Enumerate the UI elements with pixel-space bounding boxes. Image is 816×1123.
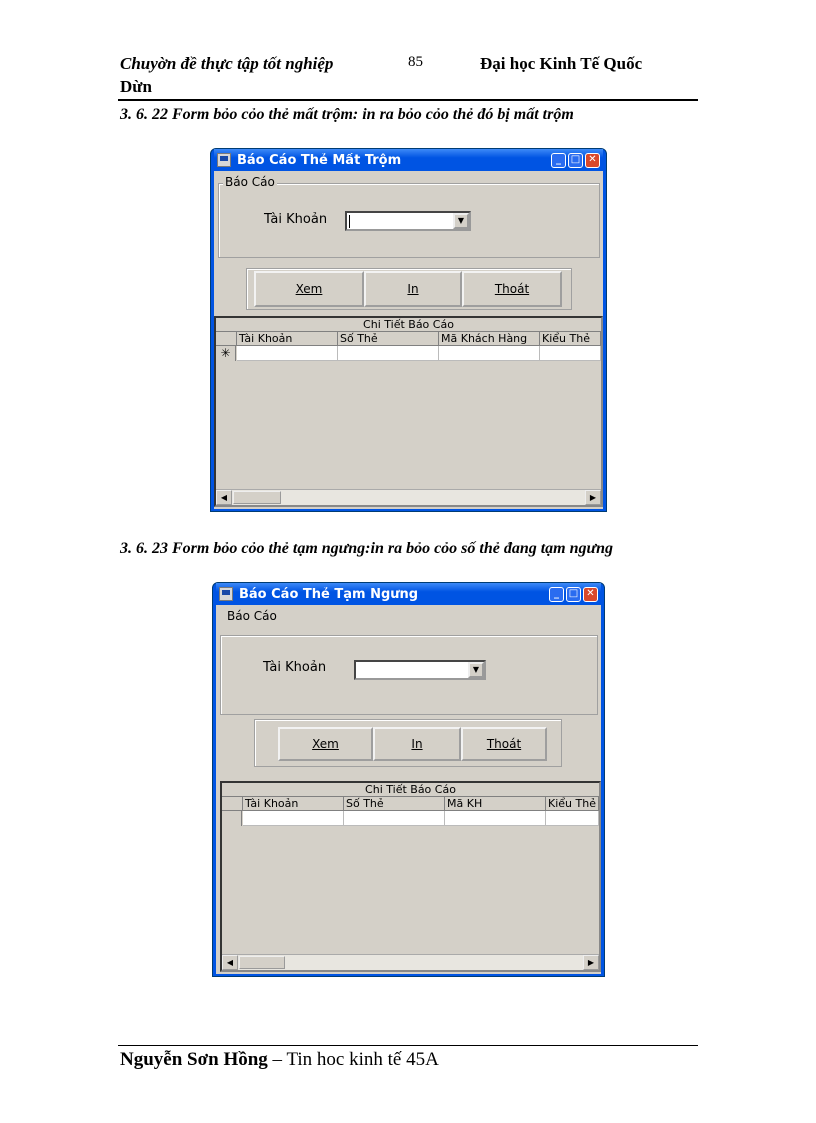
title-bar [216,583,601,605]
maximize-icon[interactable]: □ [568,153,583,168]
scroll-thumb[interactable] [233,491,281,504]
col-header-card-type[interactable]: Kiểu Thẻ [540,332,601,346]
report-detail-grid[interactable] [214,316,603,507]
footer-rule [118,1045,698,1046]
account-combo[interactable] [345,211,471,231]
account-combo[interactable] [354,660,486,680]
table-cell[interactable] [439,346,540,361]
table-cell[interactable] [540,346,601,361]
report-detail-grid[interactable] [220,781,601,972]
scroll-right-icon[interactable]: ▶ [585,490,601,505]
close-icon[interactable]: ✕ [585,153,600,168]
minimize-icon[interactable]: _ [551,153,566,168]
header-right: Đại học Kinh Tế Quốc [480,54,643,73]
print-button[interactable]: In [364,271,462,307]
form-client-area [216,605,601,974]
view-button[interactable]: Xem [278,727,373,761]
window-lost-card-report [210,148,607,512]
exit-button[interactable]: Thoát [462,271,562,307]
footer-author: Nguyễn Sơn Hồng [120,1049,268,1070]
page-number: 85 [408,54,423,70]
scroll-left-icon[interactable]: ◀ [222,955,238,970]
table-cell[interactable] [546,811,599,826]
app-icon [217,153,231,167]
close-icon[interactable]: ✕ [583,587,598,602]
row-selector[interactable] [222,811,242,826]
scroll-thumb[interactable] [239,956,285,969]
print-button[interactable]: In [373,727,461,761]
table-cell[interactable] [237,346,338,361]
col-header-card-number[interactable]: Số Thẻ [344,797,445,811]
form-client-area [214,171,603,509]
table-cell[interactable] [344,811,445,826]
footer-program: Tin hoc kinh tế 45A [286,1049,439,1070]
caption-form-lost-card: 3. 6. 22 Form bỏo cỏo thẻ mất trộm: in ra bỏo cỏo thẻ đó bị mất trộm [120,106,574,123]
col-header-card-number[interactable]: Số Thẻ [338,332,439,346]
title-bar [214,149,603,171]
header-left-line2: Dừn [120,77,152,96]
caption-form-suspended-card: 3. 6. 23 Form bỏo cỏo thẻ tạm ngưng:in ra bỏo cỏo số thẻ đang tạm ngưng [120,540,614,557]
window-suspended-card-report [212,582,605,977]
table-cell[interactable] [243,811,344,826]
window-title: Báo Cáo Thẻ Mất Trộm [237,152,402,168]
footer [120,1049,439,1071]
grid-caption: Chi Tiết Báo Cáo [216,318,601,332]
app-icon [219,587,233,601]
chevron-down-icon[interactable]: ▼ [453,213,469,229]
scroll-right-icon[interactable]: ▶ [583,955,599,970]
scroll-left-icon[interactable]: ◀ [216,490,232,505]
minimize-icon[interactable]: _ [549,587,564,602]
header-rule [118,99,698,101]
col-header-account[interactable]: Tài Khoản [237,332,338,346]
col-header-card-type[interactable]: Kiểu Thẻ [546,797,599,811]
new-row-marker: ✳ [216,346,236,361]
col-header-customer-id[interactable]: Mã Khách Hàng [439,332,540,346]
maximize-icon[interactable]: □ [566,587,581,602]
row-selector-header [222,797,243,811]
footer-separator: – [267,1049,287,1070]
report-group-label: Báo Cáo [225,175,275,189]
col-header-account[interactable]: Tài Khoản [243,797,344,811]
horizontal-scrollbar[interactable] [216,489,601,505]
report-group-label: Báo Cáo [227,609,277,623]
chevron-down-icon[interactable]: ▼ [468,662,484,678]
account-label: Tài Khoản [264,212,328,227]
col-header-customer-id[interactable]: Mã KH [445,797,546,811]
text-caret [349,215,350,228]
header-left: Chuyờn đề thực tập tốt nghiệp [120,54,334,73]
view-button[interactable]: Xem [254,271,364,307]
table-cell[interactable] [338,346,439,361]
horizontal-scrollbar[interactable] [222,954,599,970]
row-selector-header [216,332,237,346]
table-cell[interactable] [445,811,546,826]
account-label: Tài Khoản [263,660,327,675]
window-title: Báo Cáo Thẻ Tạm Ngưng [239,586,419,602]
grid-caption: Chi Tiết Báo Cáo [222,783,599,797]
exit-button[interactable]: Thoát [461,727,547,761]
